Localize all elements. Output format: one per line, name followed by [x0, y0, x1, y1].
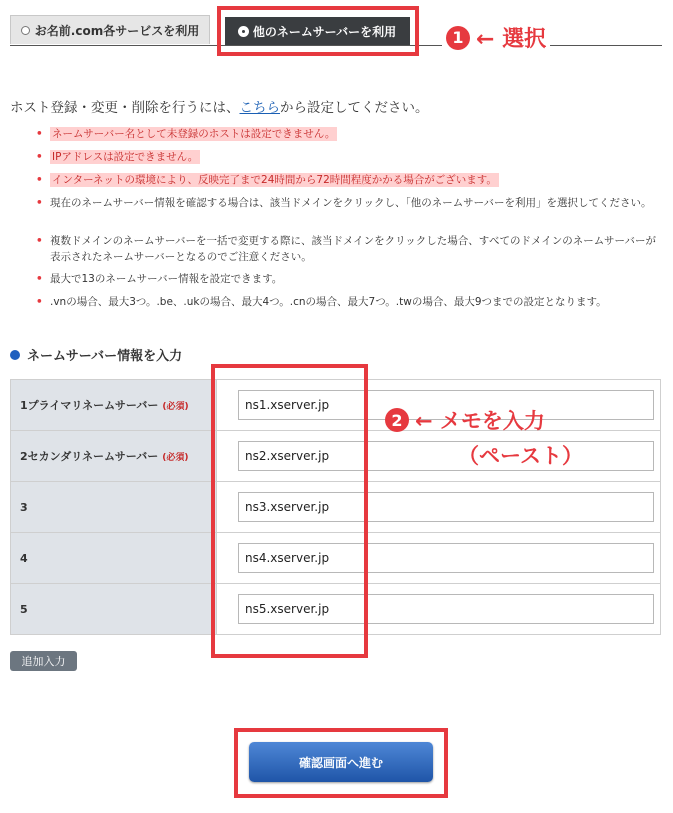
annotation-text: ← メモを入力: [415, 409, 545, 433]
add-input-button[interactable]: 追加入力: [10, 651, 77, 671]
bullet-icon: [10, 350, 20, 360]
list-item: • IPアドレスは設定できません。: [36, 151, 199, 163]
confirm-button[interactable]: 確認画面へ進む: [249, 742, 433, 782]
tab-label: 他のネームサーバーを利用: [252, 24, 397, 39]
row-label: 4: [11, 533, 217, 584]
intro-text: [10, 96, 429, 116]
notes-list: [30, 126, 660, 317]
row-label: 1プライマリネームサーバー (必須): [11, 380, 217, 431]
row-label: 2セカンダリネームサーバー (必須): [11, 431, 217, 482]
row-label: 3: [11, 482, 217, 533]
list-item: • ネームサーバー名として未登録のホストは設定できません。: [36, 128, 336, 140]
tab-onamae-services[interactable]: [10, 15, 210, 44]
list-item: • 最大で13のネームサーバー情報を設定できます。: [36, 273, 283, 285]
row-label: 5: [11, 584, 217, 635]
list-item: • 複数ドメインのネームサーバーを一括で変更する際に、該当ドメインをクリックした場合、すべてのドメインのネームサーバーが表示されたネームサーバーとなるのでご注意ください。: [36, 235, 656, 263]
section-title: ネームサーバー情報を入力: [10, 345, 182, 364]
intro-after: から設定してください。: [280, 100, 429, 116]
tab-label: お名前.com各サービスを利用: [34, 23, 200, 38]
host-settings-link[interactable]: こちら: [239, 100, 280, 116]
step-number-icon: 2: [385, 408, 409, 432]
required-badge: (必須): [162, 402, 189, 412]
step-number-icon: 1: [446, 26, 470, 50]
highlight-box-tab: [217, 6, 419, 56]
required-badge: (必須): [162, 453, 189, 463]
annotation-step2: [385, 405, 545, 435]
list-item: • .vnの場合、最大3つ。.be、.ukの場合、最大4つ。.cnの場合、最大7つ。.twの場合、最大9つまでの設定となります。: [36, 296, 607, 308]
list-item: • インターネットの環境により、反映完了まで24時間から72時間程度かかる場合がございます。: [36, 174, 497, 186]
highlight-box-inputs: [211, 364, 368, 658]
annotation-text: ← 選択: [476, 27, 547, 52]
radio-icon: [21, 26, 30, 35]
list-item: • 現在のネームサーバー情報を確認する場合は、該当ドメインをクリックし、「他のネームサーバーを利用」を選択してください。: [36, 197, 652, 209]
annotation-text-2: （ペースト）: [458, 444, 583, 468]
intro-before: ホスト登録・変更・削除を行うには、: [10, 100, 240, 116]
annotation-step1: [442, 22, 550, 53]
